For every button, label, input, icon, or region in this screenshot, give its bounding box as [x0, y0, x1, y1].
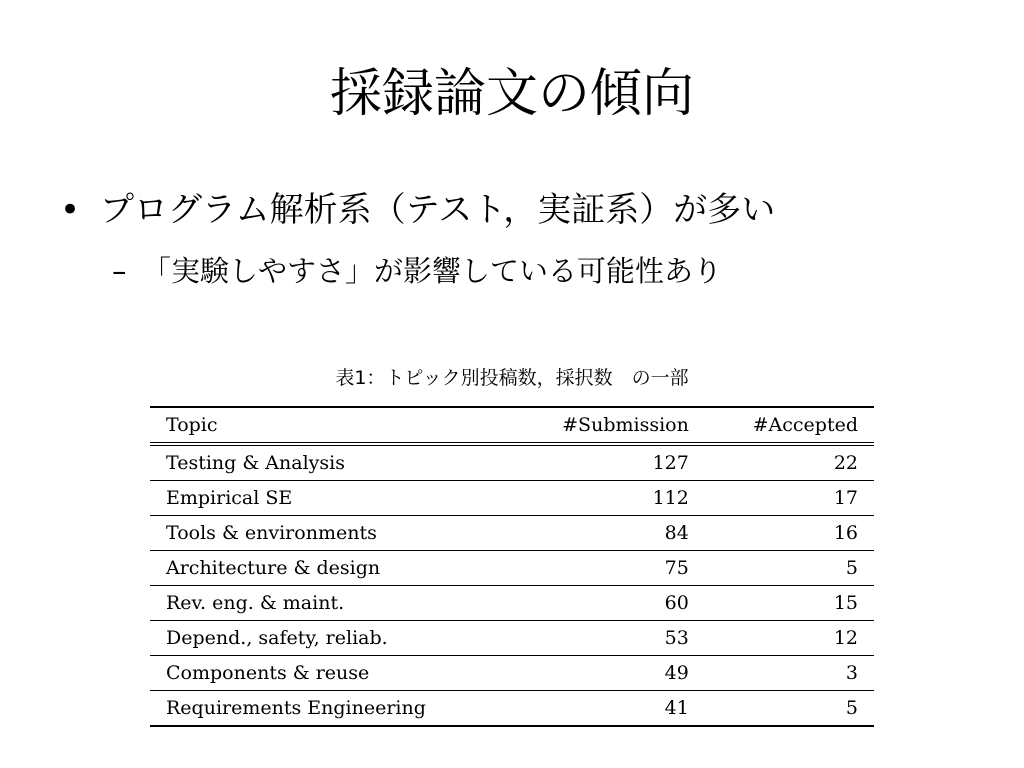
cell-submission: 84: [664, 522, 689, 544]
cell-accepted: 15: [833, 592, 858, 614]
cell-submission: 127: [652, 452, 689, 474]
header-accepted: #Accepted: [752, 414, 858, 436]
cell-accepted: 5: [845, 557, 858, 579]
header-submission: #Submission: [562, 414, 689, 436]
table-caption: 表1：トピック別投稿数，採択数 の一部: [335, 367, 689, 389]
cell-submission: 49: [664, 662, 689, 684]
table-row: [150, 481, 874, 516]
cell-submission: 112: [652, 487, 689, 509]
cell-accepted: 5: [845, 697, 858, 719]
bullet-item: [60, 188, 775, 232]
table-row: [150, 444, 874, 481]
table-row: [150, 586, 874, 621]
cell-topic: Architecture & design: [166, 557, 381, 579]
sub-bullet-text: 「実験しやすさ」が影響している可能性あり: [142, 254, 723, 288]
bullet-text: プログラム解析系（テスト，実証系）が多い: [100, 190, 776, 230]
cell-topic: Components & reuse: [166, 662, 370, 684]
topic-table: [150, 406, 874, 727]
cell-accepted: 22: [833, 452, 858, 474]
cell-submission: 75: [664, 557, 689, 579]
slide-title: 採録論文の傾向: [329, 64, 694, 124]
cell-topic: Rev. eng. & maint.: [166, 592, 345, 614]
cell-submission: 60: [664, 592, 689, 614]
table-row: [150, 621, 874, 656]
cell-accepted: 12: [833, 627, 858, 649]
table-row: [150, 516, 874, 551]
table-row: [150, 656, 874, 691]
sub-bullet-item: [112, 251, 722, 291]
cell-accepted: 16: [833, 522, 858, 544]
cell-submission: 53: [664, 627, 689, 649]
table-header-row: [150, 407, 874, 444]
cell-topic: Requirements Engineering: [166, 697, 426, 719]
cell-topic: Depend., safety, reliab.: [166, 627, 388, 649]
bullet-marker: •: [60, 190, 81, 230]
sub-bullet-marker: –: [112, 254, 127, 288]
cell-accepted: 3: [845, 662, 858, 684]
cell-accepted: 17: [833, 487, 858, 509]
cell-topic: Tools & environments: [166, 522, 377, 544]
cell-topic: Empirical SE: [166, 487, 293, 509]
table-row: [150, 691, 874, 727]
table-container: [150, 406, 874, 727]
header-topic: Topic: [166, 414, 218, 436]
table-row: [150, 551, 874, 586]
cell-submission: 41: [664, 697, 689, 719]
cell-topic: Testing & Analysis: [166, 452, 345, 474]
